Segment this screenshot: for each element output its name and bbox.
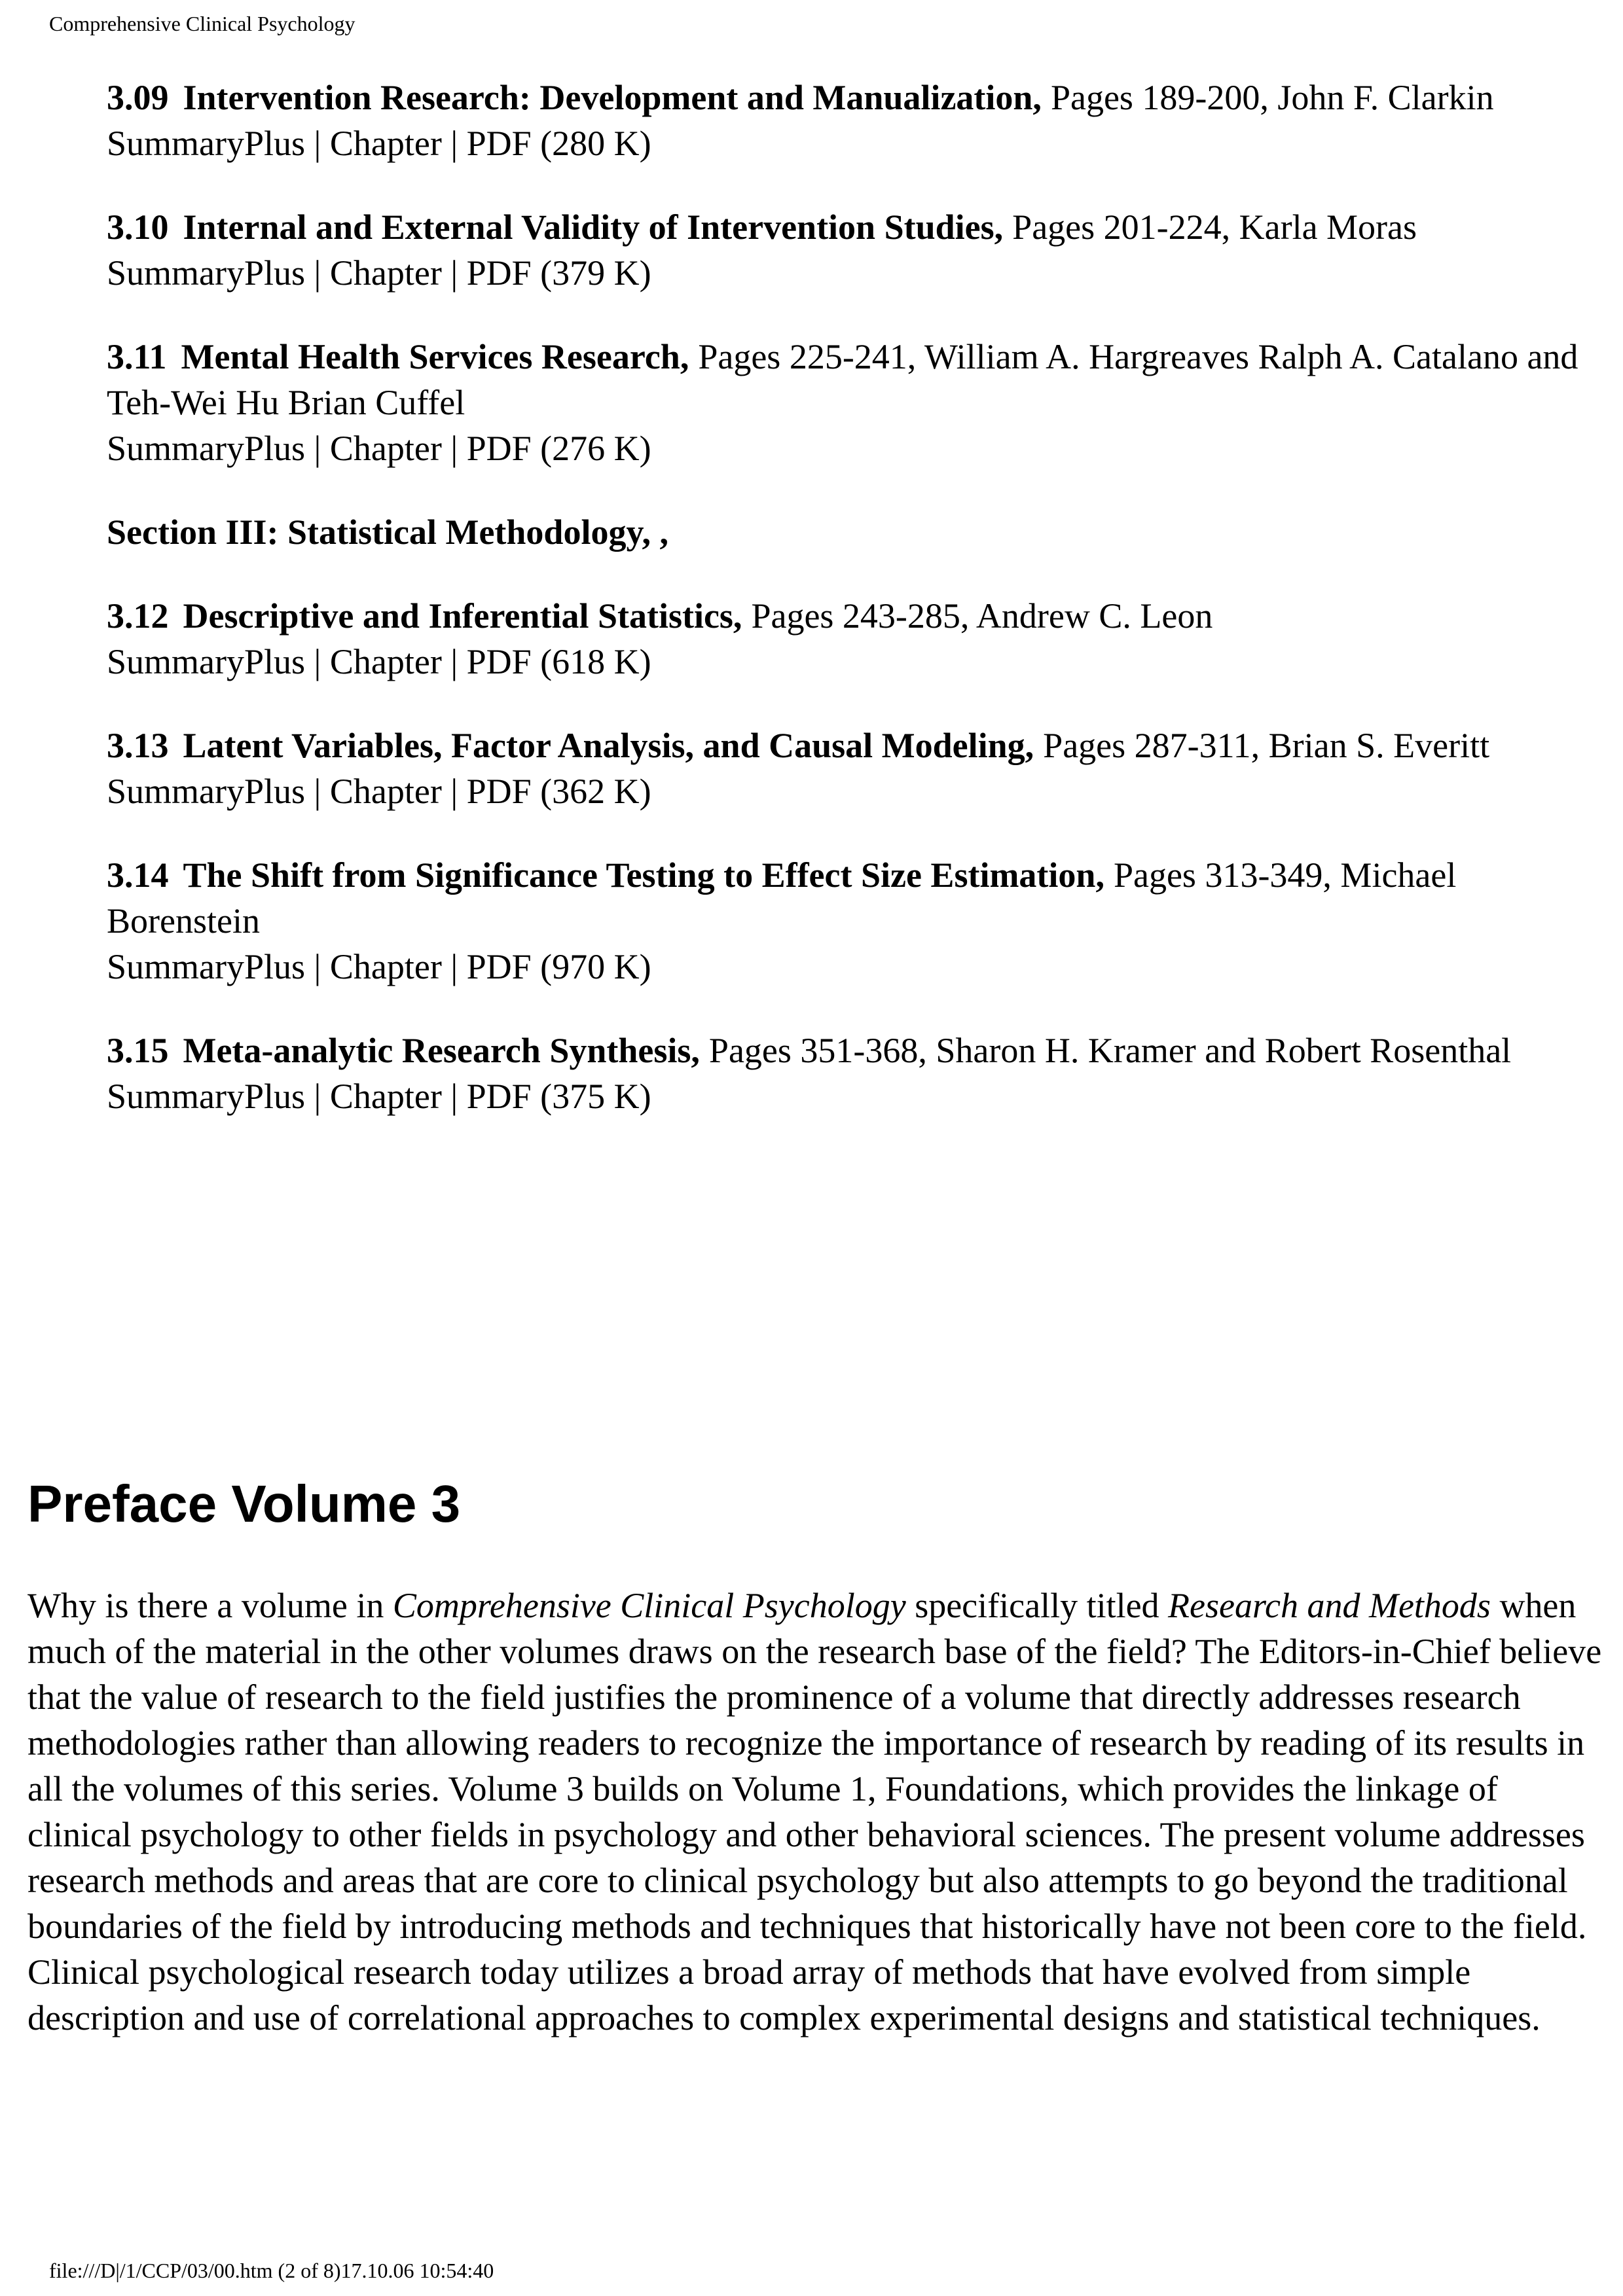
entry-pages-authors: Pages 225-241, William A. Hargreaves Ralph A. Catalano and Teh-Wei Hu Brian Cuffel (107, 337, 1578, 422)
entry-title: Meta-analytic Research Synthesis, (183, 1031, 700, 1070)
link-separator: | (441, 772, 467, 811)
summaryplus-link[interactable]: SummaryPlus (107, 642, 306, 681)
link-separator: | (305, 642, 330, 681)
link-separator: | (305, 124, 330, 163)
entry-pages-authors: Pages 313-349, Michael Borenstein (107, 855, 1457, 941)
chapter-link[interactable]: Chapter (329, 772, 442, 811)
entry-pages-authors: Pages 287-311, Brian S. Everitt (1043, 726, 1490, 765)
chapter-link[interactable]: Chapter (329, 947, 442, 986)
pdf-link[interactable]: PDF (280 K) (466, 124, 651, 163)
preface-heading: Preface Volume 3 (27, 1475, 461, 1533)
entry-number: 3.12 (107, 596, 169, 636)
entry-pages-authors: Pages 201-224, Karla Moras (1012, 207, 1417, 247)
entry-title: Latent Variables, Factor Analysis, and Causal Modeling, (183, 726, 1034, 765)
preface-text-2: specifically titled (905, 1586, 1169, 1625)
summaryplus-link[interactable]: SummaryPlus (107, 947, 306, 986)
section-heading: Section III: Statistical Methodology, , (107, 512, 668, 552)
entry-links (107, 944, 1580, 990)
entry-links (107, 250, 1580, 296)
entry-number: 3.10 (107, 207, 169, 247)
entry-links (107, 120, 1580, 166)
link-separator: | (441, 1077, 467, 1116)
pdf-link[interactable]: PDF (379 K) (466, 253, 651, 293)
link-separator: | (441, 124, 467, 163)
link-separator: | (305, 429, 330, 468)
chapter-link[interactable]: Chapter (329, 429, 442, 468)
link-separator: | (305, 253, 330, 293)
entry-number: 3.15 (107, 1031, 169, 1070)
pdf-link[interactable]: PDF (970 K) (466, 947, 651, 986)
chapter-link[interactable]: Chapter (329, 642, 442, 681)
chapter-link[interactable]: Chapter (329, 1077, 442, 1116)
preface-paragraph (27, 1583, 1605, 2041)
toc-entry (107, 334, 1580, 471)
entry-number: 3.14 (107, 855, 169, 895)
link-separator: | (305, 1077, 330, 1116)
entry-title: Mental Health Services Research, (181, 337, 689, 376)
chapter-link[interactable]: Chapter (329, 124, 442, 163)
toc-entry (107, 593, 1580, 685)
summaryplus-link[interactable]: SummaryPlus (107, 253, 306, 293)
link-separator: | (305, 947, 330, 986)
table-of-contents (107, 75, 1580, 1157)
entry-pages-authors: Pages 189-200, John F. Clarkin (1050, 78, 1494, 117)
entry-title: Intervention Research: Development and Manualization, (183, 78, 1042, 117)
pdf-link[interactable]: PDF (276 K) (466, 429, 651, 468)
entry-number: 3.13 (107, 726, 169, 765)
toc-entries-group-1 (107, 75, 1580, 471)
pdf-link[interactable]: PDF (618 K) (466, 642, 651, 681)
entry-number: 3.09 (107, 78, 169, 117)
link-separator: | (441, 947, 467, 986)
summaryplus-link[interactable]: SummaryPlus (107, 124, 306, 163)
pdf-link[interactable]: PDF (362 K) (466, 772, 651, 811)
running-title: Comprehensive Clinical Psychology (49, 12, 356, 35)
entry-number: 3.11 (107, 337, 167, 376)
entry-title: Descriptive and Inferential Statistics, (183, 596, 742, 636)
entry-links (107, 1073, 1580, 1119)
preface-text-3: when much of the material in the other volumes draws on the research base of the field? The Editors-in-Chief believe that the value of research to the field justifies the prominence of a volume that directly addresses research methodologies rather than allowing readers to recognize the importance of research by reading of its results in all the volumes of this series. Volume 3 builds on Volume 1, Foundations, which provides the linkage of clinical psychology to other fields in psychology and other behavioral sciences. The present volume addresses research methods and areas that are core to clinical psychology but also attempts to go beyond the traditional boundaries of the field by introducing methods and techniques that historically have not been core to the field. Clinical psychological research today utilizes a broad array of methods that have evolved from simple description and use of correlational approaches to complex experimental designs and statistical techniques. (27, 1586, 1602, 2037)
footer-file-path: file:///D|/1/CCP/03/00.htm (2 of 8)17.10.06 10:54:40 (49, 2259, 494, 2282)
summaryplus-link[interactable]: SummaryPlus (107, 772, 306, 811)
toc-entry (107, 75, 1580, 166)
toc-entry (107, 204, 1580, 296)
preface-italic-book-title: Comprehensive Clinical Psychology (392, 1586, 906, 1625)
entry-links (107, 768, 1580, 814)
entry-title: The Shift from Significance Testing to Effect Size Estimation, (183, 855, 1104, 895)
toc-entry (107, 1028, 1580, 1119)
chapter-link[interactable]: Chapter (329, 253, 442, 293)
toc-entry (107, 723, 1580, 814)
entry-links (107, 639, 1580, 685)
entry-pages-authors: Pages 243-285, Andrew C. Leon (751, 596, 1213, 636)
preface-text-1: Why is there a volume in (27, 1586, 393, 1625)
toc-entries-group-2 (107, 593, 1580, 1119)
summaryplus-link[interactable]: SummaryPlus (107, 429, 306, 468)
link-separator: | (441, 642, 467, 681)
link-separator: | (441, 253, 467, 293)
link-separator: | (441, 429, 467, 468)
summaryplus-link[interactable]: SummaryPlus (107, 1077, 306, 1116)
link-separator: | (305, 772, 330, 811)
preface-italic-volume-title: Research and Methods (1168, 1586, 1491, 1625)
pdf-link[interactable]: PDF (375 K) (466, 1077, 651, 1116)
toc-entry (107, 852, 1580, 990)
entry-pages-authors: Pages 351-368, Sharon H. Kramer and Robert Rosenthal (708, 1031, 1512, 1070)
entry-title: Internal and External Validity of Intervention Studies, (183, 207, 1004, 247)
entry-links (107, 425, 1580, 471)
